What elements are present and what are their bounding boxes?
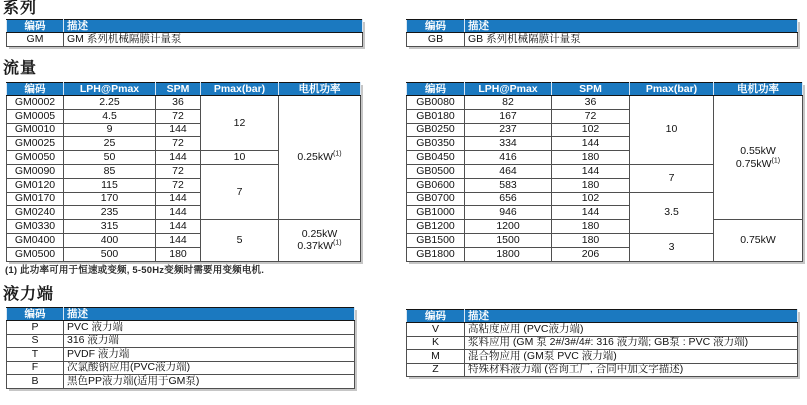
code-cell: F xyxy=(7,361,64,375)
lph-cell: 82 xyxy=(465,96,552,110)
col-header: 编码 xyxy=(407,83,465,96)
lph-cell: 656 xyxy=(465,192,552,206)
lph-cell: 1800 xyxy=(465,247,552,261)
pmax-cell: 12 xyxy=(201,96,279,151)
series-table-gb xyxy=(406,19,798,47)
pmax-cell: 10 xyxy=(630,96,714,165)
lph-cell: 315 xyxy=(64,220,156,234)
lph-cell: 9 xyxy=(64,123,156,137)
col-header: 描述 xyxy=(64,308,355,321)
liquid-end-table-left xyxy=(6,307,355,389)
code-cell: GB1200 xyxy=(407,220,465,234)
desc-cell: GB 系列机械隔膜计量泵 xyxy=(465,33,798,47)
code-cell: GB xyxy=(407,33,465,47)
code-cell: T xyxy=(7,348,64,362)
col-header: 电机功率 xyxy=(279,83,361,96)
spm-cell: 144 xyxy=(156,220,201,234)
table-row xyxy=(407,323,798,337)
lph-cell: 115 xyxy=(64,178,156,192)
spm-cell: 102 xyxy=(552,192,630,206)
section-heading-flow: 流量 xyxy=(3,60,38,77)
code-cell: M xyxy=(407,350,465,364)
motor-power-cell: 0.25kW $0.37kW^{(1)}$ xyxy=(279,220,361,261)
pmax-cell: 3.5 xyxy=(630,192,714,233)
lph-cell: 4.5 xyxy=(64,109,156,123)
code-cell: GM0330 xyxy=(7,220,64,234)
table-row xyxy=(7,96,361,110)
lph-cell: 400 xyxy=(64,233,156,247)
footnote-ref: (1) xyxy=(333,239,342,247)
desc-cell: PVC 液力端 xyxy=(64,321,355,335)
spm-cell: 144 xyxy=(156,123,201,137)
spm-cell: 180 xyxy=(552,178,630,192)
pmax-cell: 7 xyxy=(630,164,714,192)
lph-cell: 85 xyxy=(64,164,156,178)
lph-cell: 334 xyxy=(465,137,552,151)
lph-cell: 167 xyxy=(465,109,552,123)
flow-table-gm xyxy=(6,82,361,262)
desc-cell: PVDF 液力端 xyxy=(64,348,355,362)
code-cell: GM0005 xyxy=(7,109,64,123)
section-heading-series: 系列 xyxy=(3,0,38,17)
code-cell: GB0350 xyxy=(407,137,465,151)
spm-cell: 144 xyxy=(156,192,201,206)
spm-cell: 144 xyxy=(552,164,630,178)
code-cell: GB1500 xyxy=(407,233,465,247)
desc-cell: 混合物应用 (GM泵 PVC 液力端) xyxy=(465,350,798,364)
table-row xyxy=(7,33,363,47)
col-header: Pmax(bar) xyxy=(630,83,714,96)
table-row xyxy=(7,375,355,389)
table-row xyxy=(7,334,355,348)
code-cell: GB1000 xyxy=(407,206,465,220)
spm-cell: 36 xyxy=(552,96,630,110)
col-header: SPM xyxy=(552,83,630,96)
code-cell: GM0500 xyxy=(7,247,64,261)
pmax-cell: 10 xyxy=(201,151,279,165)
table-row xyxy=(407,220,803,234)
code-cell: S xyxy=(7,334,64,348)
lph-cell: 25 xyxy=(64,137,156,151)
col-header: 编码 xyxy=(7,83,64,96)
lph-cell: 170 xyxy=(64,192,156,206)
lph-cell: 1500 xyxy=(465,233,552,247)
spm-cell: 144 xyxy=(156,206,201,220)
table-row xyxy=(7,361,355,375)
desc-cell: GM 系列机械隔膜计量泵 xyxy=(64,33,363,47)
spm-cell: 144 xyxy=(552,137,630,151)
desc-cell: 特殊材料液力端 (咨询工厂, 合同中加文字描述) xyxy=(465,363,798,377)
code-cell: GM0090 xyxy=(7,164,64,178)
motor-power-cell: 0.75kW xyxy=(714,220,803,261)
spm-cell: 36 xyxy=(156,96,201,110)
series-table-gm xyxy=(6,19,363,47)
code-cell: GM0002 xyxy=(7,96,64,110)
col-header: 描述 xyxy=(64,20,363,33)
col-header: 电机功率 xyxy=(714,83,803,96)
code-cell: V xyxy=(407,323,465,337)
code-cell: GM0120 xyxy=(7,178,64,192)
code-cell: Z xyxy=(407,363,465,377)
lph-cell: 237 xyxy=(465,123,552,137)
lph-cell: 50 xyxy=(64,151,156,165)
spm-cell: 72 xyxy=(552,109,630,123)
table-row xyxy=(407,96,803,110)
liquid-end-table-right xyxy=(406,309,798,377)
spm-cell: 180 xyxy=(156,247,201,261)
motor-power-cell: $0.25kW^{(1)}$ xyxy=(279,96,361,220)
col-header: LPH@Pmax xyxy=(64,83,156,96)
footnote-ref: (1) xyxy=(771,157,781,165)
spm-cell: 180 xyxy=(552,151,630,165)
spm-cell: 72 xyxy=(156,164,201,178)
lph-cell: 464 xyxy=(465,164,552,178)
desc-cell: 高粘度应用 (PVC液力端) xyxy=(465,323,798,337)
table-row xyxy=(407,336,798,350)
code-cell: GB1800 xyxy=(407,247,465,261)
col-header: LPH@Pmax xyxy=(465,83,552,96)
col-header: 编码 xyxy=(7,308,64,321)
code-cell: GM0010 xyxy=(7,123,64,137)
lph-cell: 946 xyxy=(465,206,552,220)
lph-cell: 500 xyxy=(64,247,156,261)
code-cell: GM0025 xyxy=(7,137,64,151)
spm-cell: 144 xyxy=(156,151,201,165)
col-header: 编码 xyxy=(7,20,64,33)
spm-cell: 144 xyxy=(156,233,201,247)
section-heading-liquid-end: 液力端 xyxy=(3,286,55,303)
table-row xyxy=(407,363,798,377)
spm-cell: 180 xyxy=(552,220,630,234)
spm-cell: 180 xyxy=(552,233,630,247)
lph-cell: 583 xyxy=(465,178,552,192)
table-row xyxy=(7,220,361,234)
lph-cell: 1200 xyxy=(465,220,552,234)
footnote-ref: (1) xyxy=(333,150,342,158)
col-header: 编码 xyxy=(407,310,465,323)
lph-cell: 235 xyxy=(64,206,156,220)
code-cell: GB0180 xyxy=(407,109,465,123)
col-header: SPM xyxy=(156,83,201,96)
table-row xyxy=(407,350,798,364)
code-cell: GB0250 xyxy=(407,123,465,137)
code-cell: GM0240 xyxy=(7,206,64,220)
lph-cell: 2.25 xyxy=(64,96,156,110)
spm-cell: 72 xyxy=(156,178,201,192)
pmax-cell: 7 xyxy=(201,164,279,219)
code-cell: GB0500 xyxy=(407,164,465,178)
flow-table-gb xyxy=(406,82,803,262)
table-row xyxy=(7,348,355,362)
spm-cell: 72 xyxy=(156,109,201,123)
code-cell: GB0450 xyxy=(407,151,465,165)
flow-footnote: (1) 此功率可用于恒速或变频, 5-50Hz变频时需要用变频电机. xyxy=(5,265,265,276)
col-header: 描述 xyxy=(465,310,798,323)
desc-cell: 次氯酸钠应用(PVC液力端) xyxy=(64,361,355,375)
pmax-cell: 5 xyxy=(201,220,279,261)
table-row xyxy=(407,33,798,47)
lph-cell: 416 xyxy=(465,151,552,165)
table-row xyxy=(7,321,355,335)
desc-cell: 浆料应用 (GM 泵 2#/3#/4#: 316 液力端; GB泵 : PVC 液力端) xyxy=(465,336,798,350)
code-cell: K xyxy=(407,336,465,350)
col-header: Pmax(bar) xyxy=(201,83,279,96)
code-cell: GM0400 xyxy=(7,233,64,247)
pmax-cell: 3 xyxy=(630,233,714,261)
code-cell: P xyxy=(7,321,64,335)
code-cell: GB0600 xyxy=(407,178,465,192)
spm-cell: 72 xyxy=(156,137,201,151)
desc-cell: 黑色PP液力端(适用于GM泵) xyxy=(64,375,355,389)
spm-cell: 102 xyxy=(552,123,630,137)
col-header: 编码 xyxy=(407,20,465,33)
motor-power-cell: 0.55kW $0.75kW^{(1)}$ xyxy=(714,96,803,220)
code-cell: GM0170 xyxy=(7,192,64,206)
spm-cell: 144 xyxy=(552,206,630,220)
spm-cell: 206 xyxy=(552,247,630,261)
code-cell: GM xyxy=(7,33,64,47)
code-cell: GB0080 xyxy=(407,96,465,110)
col-header: 描述 xyxy=(465,20,798,33)
desc-cell: 316 液力端 xyxy=(64,334,355,348)
code-cell: GB0700 xyxy=(407,192,465,206)
code-cell: B xyxy=(7,375,64,389)
code-cell: GM0050 xyxy=(7,151,64,165)
